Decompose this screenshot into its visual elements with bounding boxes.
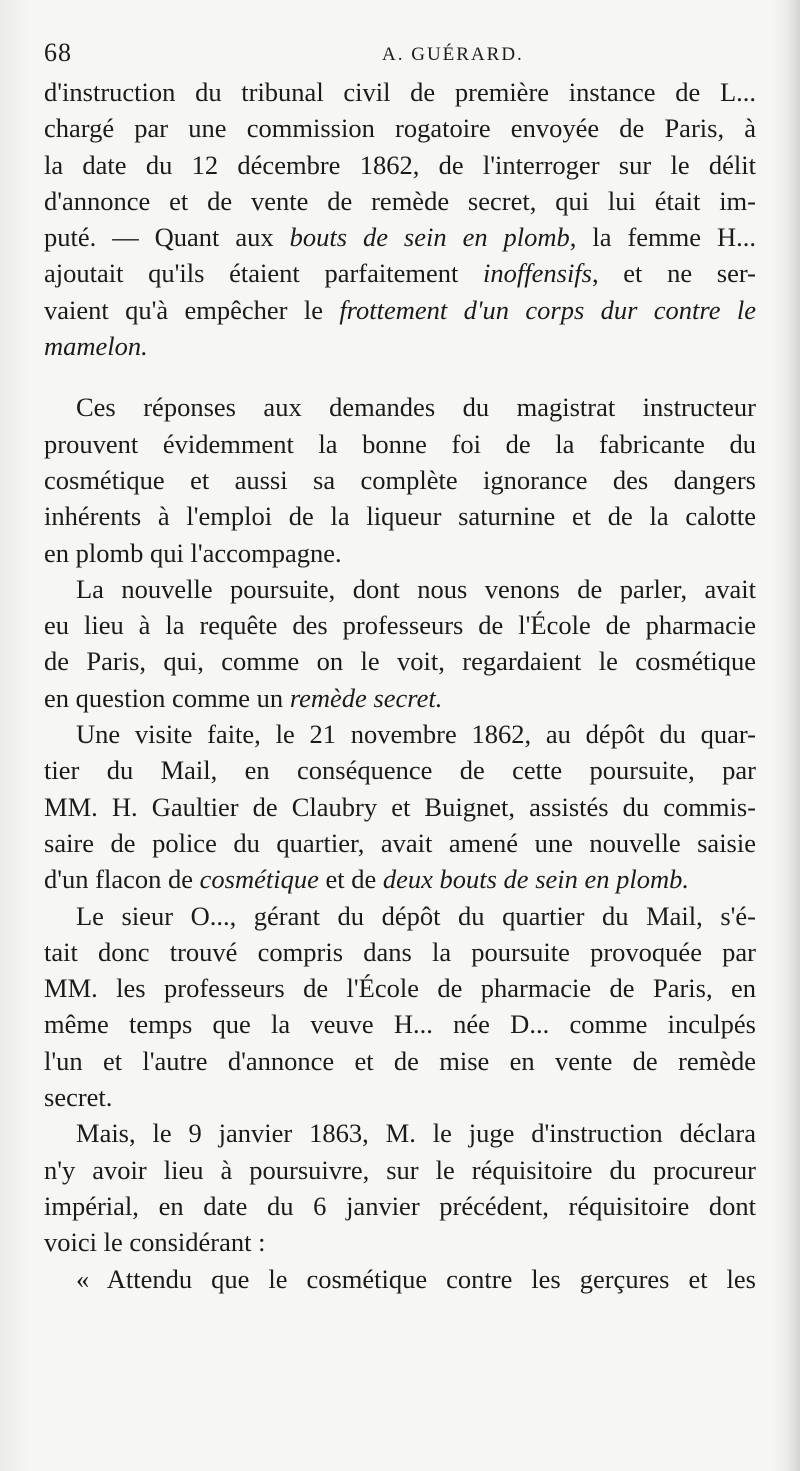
text-line (44, 389, 756, 425)
text-run: n'y avoir lieu à poursuivre, sur le réquisitoire du procureur (44, 1154, 756, 1185)
text-run: ajoutait qu'ils étaient parfaitement (44, 258, 484, 289)
text-line (44, 74, 756, 110)
text-run: MM. les professeurs de l'École de pharmacie de Paris, en (44, 973, 756, 1004)
paragraph (44, 74, 756, 364)
body-text (44, 74, 756, 1297)
text-run: « Attendu que le cosmétique contre les gerçures et les (76, 1263, 756, 1294)
text-line (44, 861, 756, 897)
text-line (44, 1188, 756, 1224)
text-line (44, 825, 756, 861)
text-run: et de (318, 864, 383, 895)
text-run: impérial, en date du 6 janvier précédent, réquisitoire dont (44, 1190, 756, 1221)
text-line (44, 716, 756, 752)
text-run: Le sieur O..., gérant du dépôt du quartier du Mail, s'é- (76, 900, 756, 931)
text-line (44, 970, 756, 1006)
text-run: chargé par une commission rogatoire envoyée de Paris, à (44, 113, 756, 144)
text-line (44, 183, 756, 219)
text-run: tait donc trouvé compris dans la poursuite provoquée par (44, 936, 756, 967)
text-line (44, 426, 756, 462)
italic-run: mamelon. (44, 331, 148, 362)
paragraph (44, 571, 756, 716)
text-run: , et ne ser- (591, 258, 756, 289)
text-run: , la femme H... (569, 222, 756, 253)
text-run: d'annonce et de vente de remède secret, qui lui était im- (44, 185, 756, 216)
text-run: Une visite faite, le 21 novembre 1862, au dépôt du quar- (76, 719, 756, 750)
text-line (44, 1043, 756, 1079)
text-line (44, 1152, 756, 1188)
text-line (44, 680, 756, 716)
text-run: d'instruction du tribunal civil de première instance de L... (44, 77, 756, 107)
paragraph (44, 898, 756, 1116)
text-run: tier du Mail, en conséquence de cette poursuite, par (44, 755, 756, 786)
text-line (44, 255, 756, 291)
text-run: en plomb qui l'accompagne. (44, 537, 342, 568)
paragraph (44, 1261, 756, 1297)
text-line (44, 1224, 756, 1260)
text-line (44, 643, 756, 679)
text-run: l'un et l'autre d'annonce et de mise en vente de remède (44, 1045, 756, 1076)
text-line (44, 292, 756, 328)
text-run: prouvent évidemment la bonne foi de la fabricante du (44, 428, 756, 459)
paragraph (44, 389, 756, 570)
text-run: cosmétique et aussi sa complète ignorance des dangers (44, 464, 756, 495)
text-line (44, 571, 756, 607)
text-line (44, 1079, 756, 1115)
page-header (44, 38, 756, 72)
italic-run: remède secret. (289, 682, 443, 713)
running-head: A. GUÉRARD. (382, 44, 524, 65)
text-run: MM. H. Gaultier de Claubry et Buignet, assistés du commis- (44, 791, 756, 822)
text-run: la date du 12 décembre 1862, de l'interroger sur le délit (44, 149, 756, 180)
italic-run: frottement d'un corps dur contre le (339, 294, 756, 325)
page-edge-shadow (786, 0, 800, 1471)
paragraph (44, 1115, 756, 1260)
text-run: Mais, le 9 janvier 1863, M. le juge d'instruction déclara (76, 1118, 756, 1149)
text-run: vaient qu'à empêcher le (44, 294, 340, 325)
italic-run: cosmétique (199, 864, 319, 895)
text-run: eu lieu à la requête des professeurs de l'École de pharmacie (44, 610, 756, 641)
text-line (44, 789, 756, 825)
text-line (44, 1006, 756, 1042)
italic-run: bouts de sein en plomb (289, 222, 570, 253)
text-line (44, 498, 756, 534)
italic-run: deux bouts de sein en plomb. (382, 864, 690, 895)
text-line (44, 752, 756, 788)
text-line (44, 219, 756, 255)
text-run: d'un flacon de (44, 864, 200, 895)
text-line (44, 1115, 756, 1151)
text-run: secret. (44, 1082, 113, 1113)
page-number: 68 (44, 38, 72, 67)
text-run: voici le considérant : (44, 1227, 266, 1258)
text-line (44, 147, 756, 183)
text-run: saire de police du quartier, avait amené une nouvelle saisie (44, 827, 756, 858)
text-line (44, 1261, 756, 1297)
text-line (44, 462, 756, 498)
text-run: même temps que la veuve H... née D... comme inculpés (44, 1009, 756, 1040)
text-line (44, 328, 756, 364)
text-line (44, 535, 756, 571)
text-run: inhérents à l'emploi de la liqueur saturnine et de la calotte (44, 501, 756, 532)
text-line (44, 934, 756, 970)
text-line (44, 607, 756, 643)
text-line (44, 898, 756, 934)
text-run: de Paris, qui, comme on le voit, regardaient le cosmétique (44, 646, 756, 677)
text-line (44, 110, 756, 146)
text-run: La nouvelle poursuite, dont nous venons de parler, avait (76, 573, 756, 604)
text-run: Ces réponses aux demandes du magistrat instructeur (76, 392, 756, 423)
paragraph (44, 716, 756, 897)
text-run: puté. — Quant aux (44, 222, 290, 253)
paragraph-gap (44, 364, 756, 389)
text-run: en question comme un (44, 682, 290, 713)
italic-run: inoffensifs (483, 258, 592, 289)
